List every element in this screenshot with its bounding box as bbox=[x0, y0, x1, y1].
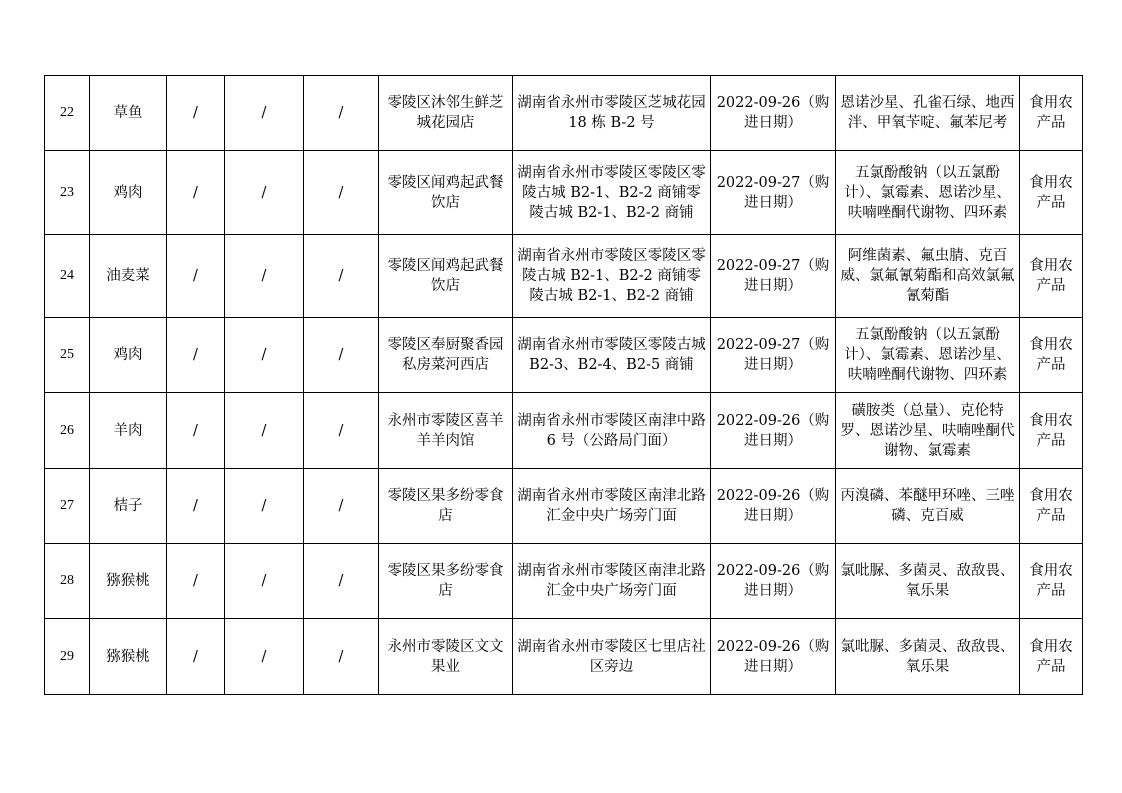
purchase-date: 2022-09-26（购进日期） bbox=[711, 469, 836, 544]
sampled-unit-name: 永州市零陵区文文果业 bbox=[379, 619, 513, 695]
trademark-cell: / bbox=[225, 151, 304, 235]
table-row bbox=[45, 318, 1083, 393]
row-number: 29 bbox=[45, 619, 90, 695]
row-number: 24 bbox=[45, 235, 90, 318]
sampled-unit-name: 零陵区果多纷零食店 bbox=[379, 469, 513, 544]
spec-cell: / bbox=[167, 151, 225, 235]
production-date-cell: / bbox=[304, 619, 379, 695]
trademark-cell: / bbox=[225, 393, 304, 469]
product-name: 猕猴桃 bbox=[90, 544, 167, 619]
sampled-unit-address: 湖南省永州市零陵区零陵古城 B2-3、B2-4、B2-5 商铺 bbox=[513, 318, 711, 393]
trademark-cell: / bbox=[225, 235, 304, 318]
spec-cell: / bbox=[167, 619, 225, 695]
trademark-cell: / bbox=[225, 619, 304, 695]
sampled-unit-name: 零陵区沐邻生鲜芝城花园店 bbox=[379, 76, 513, 151]
purchase-date: 2022-09-27（购进日期） bbox=[711, 235, 836, 318]
purchase-date: 2022-09-27（购进日期） bbox=[711, 151, 836, 235]
table-row bbox=[45, 235, 1083, 318]
purchase-date: 2022-09-26（购进日期） bbox=[711, 393, 836, 469]
spec-cell: / bbox=[167, 469, 225, 544]
row-number: 23 bbox=[45, 151, 90, 235]
production-date-cell: / bbox=[304, 76, 379, 151]
sampled-unit-name: 零陵区闻鸡起武餐饮店 bbox=[379, 235, 513, 318]
product-name: 油麦菜 bbox=[90, 235, 167, 318]
table-row bbox=[45, 76, 1083, 151]
sampled-unit-name: 永州市零陵区喜羊羊羊肉馆 bbox=[379, 393, 513, 469]
product-name: 鸡肉 bbox=[90, 318, 167, 393]
sampled-unit-name: 零陵区果多纷零食店 bbox=[379, 544, 513, 619]
production-date-cell: / bbox=[304, 235, 379, 318]
spec-cell: / bbox=[167, 76, 225, 151]
test-items: 氯吡脲、多菌灵、敌敌畏、氧乐果 bbox=[836, 619, 1020, 695]
row-number: 26 bbox=[45, 393, 90, 469]
product-name: 草鱼 bbox=[90, 76, 167, 151]
spec-cell: / bbox=[167, 544, 225, 619]
food-category: 食用农产品 bbox=[1020, 76, 1083, 151]
food-category: 食用农产品 bbox=[1020, 619, 1083, 695]
production-date-cell: / bbox=[304, 318, 379, 393]
table-row bbox=[45, 469, 1083, 544]
food-category: 食用农产品 bbox=[1020, 544, 1083, 619]
sampled-unit-name: 零陵区闻鸡起武餐饮店 bbox=[379, 151, 513, 235]
trademark-cell: / bbox=[225, 318, 304, 393]
spec-cell: / bbox=[167, 318, 225, 393]
row-number: 25 bbox=[45, 318, 90, 393]
test-items: 磺胺类（总量）、克伦特罗、恩诺沙星、呋喃唑酮代谢物、氯霉素 bbox=[836, 393, 1020, 469]
sampled-unit-address: 湖南省永州市零陵区南津北路汇金中央广场旁门面 bbox=[513, 469, 711, 544]
food-category: 食用农产品 bbox=[1020, 151, 1083, 235]
purchase-date: 2022-09-26（购进日期） bbox=[711, 544, 836, 619]
product-name: 羊肉 bbox=[90, 393, 167, 469]
sampled-unit-name: 零陵区奉厨聚香园私房菜河西店 bbox=[379, 318, 513, 393]
sampled-unit-address: 湖南省永州市零陵区南津北路汇金中央广场旁门面 bbox=[513, 544, 711, 619]
sampled-unit-address: 湖南省永州市零陵区南津中路 6 号（公路局门面） bbox=[513, 393, 711, 469]
sampled-unit-address: 湖南省永州市零陵区零陵区零陵古城 B2-1、B2-2 商铺零陵古城 B2-1、B2-2 商铺 bbox=[513, 235, 711, 318]
product-name: 鸡肉 bbox=[90, 151, 167, 235]
row-number: 27 bbox=[45, 469, 90, 544]
spec-cell: / bbox=[167, 393, 225, 469]
sampling-results-table bbox=[44, 75, 1083, 695]
trademark-cell: / bbox=[225, 76, 304, 151]
test-items: 氯吡脲、多菌灵、敌敌畏、氧乐果 bbox=[836, 544, 1020, 619]
row-number: 22 bbox=[45, 76, 90, 151]
food-category: 食用农产品 bbox=[1020, 318, 1083, 393]
product-name: 桔子 bbox=[90, 469, 167, 544]
test-items: 丙溴磷、苯醚甲环唑、三唑磷、克百威 bbox=[836, 469, 1020, 544]
purchase-date: 2022-09-26（购进日期） bbox=[711, 619, 836, 695]
test-items: 阿维菌素、氟虫腈、克百威、氯氟氰菊酯和高效氯氟氰菊酯 bbox=[836, 235, 1020, 318]
production-date-cell: / bbox=[304, 151, 379, 235]
production-date-cell: / bbox=[304, 544, 379, 619]
sampled-unit-address: 湖南省永州市零陵区七里店社区旁边 bbox=[513, 619, 711, 695]
test-items: 五氯酚酸钠（以五氯酚计）、氯霉素、恩诺沙星、呋喃唑酮代谢物、四环素 bbox=[836, 318, 1020, 393]
production-date-cell: / bbox=[304, 469, 379, 544]
purchase-date: 2022-09-27（购进日期） bbox=[711, 318, 836, 393]
sampled-unit-address: 湖南省永州市零陵区芝城花园 18 栋 B-2 号 bbox=[513, 76, 711, 151]
table-row bbox=[45, 151, 1083, 235]
table-row bbox=[45, 393, 1083, 469]
food-category: 食用农产品 bbox=[1020, 393, 1083, 469]
table-row bbox=[45, 619, 1083, 695]
trademark-cell: / bbox=[225, 469, 304, 544]
spec-cell: / bbox=[167, 235, 225, 318]
food-category: 食用农产品 bbox=[1020, 469, 1083, 544]
purchase-date: 2022-09-26（购进日期） bbox=[711, 76, 836, 151]
test-items: 恩诺沙星、孔雀石绿、地西泮、甲氧苄啶、氟苯尼考 bbox=[836, 76, 1020, 151]
row-number: 28 bbox=[45, 544, 90, 619]
sampled-unit-address: 湖南省永州市零陵区零陵区零陵古城 B2-1、B2-2 商铺零陵古城 B2-1、B2-2 商铺 bbox=[513, 151, 711, 235]
trademark-cell: / bbox=[225, 544, 304, 619]
test-items: 五氯酚酸钠（以五氯酚计）、氯霉素、恩诺沙星、呋喃唑酮代谢物、四环素 bbox=[836, 151, 1020, 235]
table-row bbox=[45, 544, 1083, 619]
food-category: 食用农产品 bbox=[1020, 235, 1083, 318]
product-name: 猕猴桃 bbox=[90, 619, 167, 695]
production-date-cell: / bbox=[304, 393, 379, 469]
